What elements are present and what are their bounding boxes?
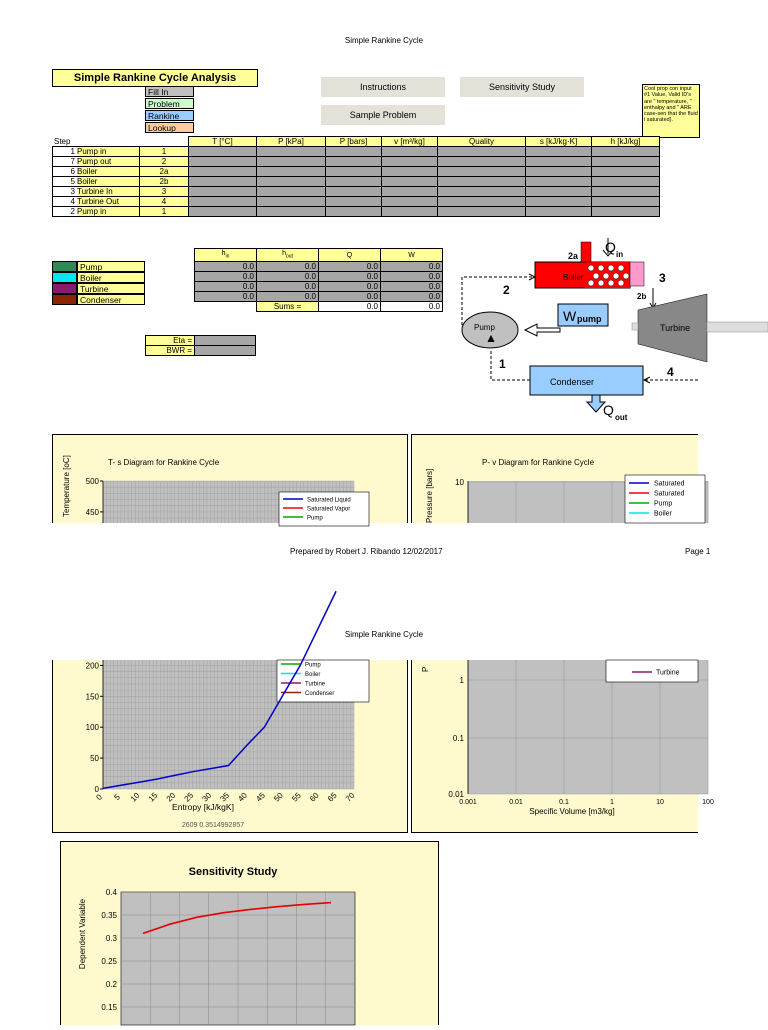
x-tick-label: 45 <box>254 790 267 804</box>
label-2a: 2a <box>568 251 579 261</box>
turbine-shaft <box>707 322 768 332</box>
state-cell <box>592 147 660 157</box>
component-condenser: Condenser <box>77 294 145 305</box>
pump-label: Pump <box>474 323 495 332</box>
y-tick-label: 10 <box>455 478 464 487</box>
ts-ylabel: Temperature [oC] <box>62 455 71 517</box>
energy-cell: 0.0 <box>381 272 443 282</box>
state-cell <box>592 157 660 167</box>
footer-page: Page 1 <box>685 547 711 556</box>
energy-table <box>194 248 443 312</box>
energy-cell: 0.0 <box>319 292 381 302</box>
energy-cell: 0.0 <box>319 282 381 292</box>
state-cell <box>526 207 592 217</box>
x-tick-label: 0 <box>94 792 104 802</box>
x-tick-label: 35 <box>218 790 232 804</box>
legend-entry: Pump <box>307 515 323 522</box>
state-id: 3 <box>140 187 189 197</box>
pv-chart-bottom <box>411 660 714 833</box>
state-cell <box>526 197 592 207</box>
x-tick-label: 40 <box>236 790 249 804</box>
state-cell <box>438 157 526 167</box>
table-row <box>195 282 443 292</box>
component-boiler: Boiler <box>77 272 145 283</box>
y-tick-label: 0.25 <box>101 957 117 966</box>
legend-entry: Pump <box>654 500 673 508</box>
sensitivity-chart <box>60 841 439 1025</box>
x-tick-label: 70 <box>343 790 357 804</box>
table-row <box>53 157 660 167</box>
state-cell <box>326 167 382 177</box>
state-name: 2 Pump in <box>53 207 140 217</box>
energy-cell: 0.0 <box>381 282 443 292</box>
legend-entry: Turbine <box>305 681 326 688</box>
energy-col-header: Q <box>319 249 381 262</box>
swatch-condenser <box>52 294 77 305</box>
state-table <box>52 136 660 217</box>
state-id: 2a <box>140 167 189 177</box>
energy-cell: 0.0 <box>257 262 319 272</box>
state-cell <box>592 187 660 197</box>
step-label: Step <box>54 137 71 146</box>
x-tick-label: 10 <box>656 799 664 806</box>
q-out-symbol: Q <box>603 402 614 418</box>
state-name: 5 Boiler <box>53 177 140 187</box>
x-tick-label: 0.01 <box>509 799 523 806</box>
energy-cell: 0.0 <box>257 292 319 302</box>
efficiency-table <box>145 335 256 356</box>
state-name: 3 Turbine In <box>53 187 140 197</box>
label-1: 1 <box>499 357 506 371</box>
x-tick-label: 0.1 <box>559 799 569 806</box>
y-tick-label: 0.01 <box>448 790 464 799</box>
swatch-pump <box>52 261 77 272</box>
y-tick-label: 500 <box>85 477 99 486</box>
state-col-header: Quality <box>438 137 526 147</box>
boiler-inlet-stub <box>581 242 591 262</box>
state-col-header: s [kJ/kg·K] <box>526 137 592 147</box>
y-tick-label: 0.1 <box>452 734 464 743</box>
y-tick-label: 0.3 <box>105 934 117 943</box>
legend-entry: Turbine <box>656 669 680 677</box>
bwr-value <box>195 346 256 356</box>
pv-chart-top <box>411 434 698 523</box>
state-cell <box>189 177 257 187</box>
ts-chart-top-svg <box>53 435 407 523</box>
state-cell <box>526 187 592 197</box>
pv-chart-bottom-svg <box>412 660 714 832</box>
state-cell <box>592 207 660 217</box>
w-pump-sub: pump <box>577 314 602 324</box>
ts-chart-top <box>52 434 408 523</box>
state-cell <box>382 167 438 177</box>
swatch-turbine <box>52 283 77 294</box>
state-cell <box>438 177 526 187</box>
ts-title: T- s Diagram for Rankine Cycle <box>108 458 220 467</box>
state-cell <box>438 147 526 157</box>
energy-col-header: W <box>381 249 443 262</box>
instructions-button[interactable]: Instructions <box>321 77 445 97</box>
y-tick-label: 150 <box>85 692 99 702</box>
state-cell <box>189 187 257 197</box>
legend-entry: Saturated Vapor <box>307 506 351 513</box>
state-id: 2b <box>140 177 189 187</box>
page-title-2: Simple Rankine Cycle <box>344 630 424 639</box>
pv-chart-top-svg <box>412 435 698 523</box>
x-tick-label: 0.001 <box>459 799 477 806</box>
state-cell <box>326 147 382 157</box>
w-pump-symbol: W <box>563 308 577 324</box>
analysis-title: Simple Rankine Cycle Analysis <box>52 69 258 87</box>
energy-cell: 0.0 <box>195 272 257 282</box>
turbine-label: Turbine <box>660 323 691 333</box>
y-tick-label: 200 <box>85 661 99 671</box>
state-cell <box>326 177 382 187</box>
condenser-pump-line <box>491 350 530 380</box>
state-cell <box>257 167 326 177</box>
legend-entry: Saturated Liquid <box>307 497 351 504</box>
table-row <box>53 177 660 187</box>
pv-ylabel: Pressure [bars] <box>425 468 434 523</box>
x-tick-label: 10 <box>128 790 142 804</box>
x-tick-label: 30 <box>200 790 214 804</box>
legend-entry: Boiler <box>654 510 672 518</box>
energy-col-header: $h_{out}$ <box>257 249 319 262</box>
table-row <box>195 272 443 282</box>
state-cell <box>257 157 326 167</box>
key-item-problem: Problem <box>145 98 194 109</box>
y-tick-label: 1 <box>459 676 464 685</box>
state-id: 1 <box>140 207 189 217</box>
sensitivity-chart-svg <box>61 842 438 1025</box>
component-pump: Pump <box>77 261 145 272</box>
sensitivity-study-button[interactable]: Sensitivity Study <box>460 77 584 97</box>
boiler-bubbles <box>588 265 629 286</box>
state-cell <box>257 207 326 217</box>
q-in-sub: in <box>616 250 624 259</box>
label-2b: 2b <box>637 292 647 301</box>
energy-cell: 0.0 <box>195 262 257 272</box>
energy-cell: 0.0 <box>195 292 257 302</box>
sum-value: 0.0 <box>319 302 381 312</box>
legend-entry: Saturated <box>654 480 685 488</box>
pump-work-arrow <box>525 324 560 336</box>
energy-cell: 0.0 <box>381 292 443 302</box>
y-tick-label: 0 <box>94 785 99 794</box>
state-cell <box>257 177 326 187</box>
state-col-header: P [kPa] <box>257 137 326 147</box>
rankine-schematic <box>455 232 768 432</box>
x-tick-label: 100 <box>702 799 714 806</box>
state-cell <box>438 197 526 207</box>
ts-below-note: 2609 0.3514992857 <box>181 822 245 829</box>
sensitivity-title: Sensitivity Study <box>188 866 278 878</box>
state-cell <box>382 187 438 197</box>
table-row <box>53 197 660 207</box>
state-cell <box>382 207 438 217</box>
x-tick-label: 50 <box>272 790 285 804</box>
legend-entry: Pump <box>305 662 321 669</box>
state-cell <box>189 197 257 207</box>
state-cell <box>382 147 438 157</box>
legend-entry: Saturated <box>654 490 685 498</box>
y-tick-label: 0.2 <box>105 980 117 989</box>
component-turbine: Turbine <box>77 283 145 294</box>
sensitivity-ylabel: Dependent Variable <box>78 898 87 970</box>
label-3: 3 <box>659 271 666 285</box>
sums-label: Sums = <box>257 302 319 312</box>
y-tick-label: 100 <box>85 723 99 733</box>
table-row <box>53 207 660 217</box>
state-cell <box>189 157 257 167</box>
state-col-header: h [kJ/kg] <box>592 137 660 147</box>
state-col-header: T [°C] <box>189 137 257 147</box>
state-cell <box>438 187 526 197</box>
footer-prepared: Prepared by Robert J. Ribando 12/02/2017 <box>290 547 443 556</box>
energy-cell: 0.0 <box>319 272 381 282</box>
eta-value <box>195 336 256 346</box>
key-item-rankine: Rankine <box>145 110 194 121</box>
superheater <box>630 262 644 286</box>
state-cell <box>189 147 257 157</box>
state-cell <box>592 197 660 207</box>
condenser-label: Condenser <box>550 377 595 387</box>
q-in-symbol: Q <box>605 239 616 255</box>
eta-label: Eta = <box>146 336 195 346</box>
state-cell <box>257 187 326 197</box>
energy-cell: 0.0 <box>195 282 257 292</box>
state-cell <box>526 147 592 157</box>
pv-xlabel: Specific Volume [m3/kg] <box>529 807 615 816</box>
pv-title: P- v Diagram for Rankine Cycle <box>482 458 595 467</box>
table-row <box>53 187 660 197</box>
state-cell <box>526 167 592 177</box>
legend-entry: Condenser <box>305 691 335 697</box>
x-tick-label: 60 <box>308 790 321 804</box>
state-cell <box>326 207 382 217</box>
state-cell <box>438 167 526 177</box>
swatch-boiler <box>52 272 77 283</box>
y-tick-label: 450 <box>85 507 99 517</box>
table-row <box>195 292 443 302</box>
sum-value: 0.0 <box>381 302 443 312</box>
key-item-lookup: Lookup <box>145 122 194 133</box>
x-tick-label: 65 <box>325 790 339 804</box>
key-item-fill-in: Fill In <box>145 86 194 97</box>
q-out-sub: out <box>615 413 628 422</box>
state-cell <box>189 207 257 217</box>
state-col-header: P [bars] <box>326 137 382 147</box>
state-cell <box>382 197 438 207</box>
label-4: 4 <box>667 365 674 379</box>
state-cell <box>526 157 592 167</box>
pv-ylabel-cont: P <box>421 666 430 672</box>
ts-xlabel: Entropy [kJ/kgK] <box>172 802 234 812</box>
energy-cell: 0.0 <box>381 262 443 272</box>
state-cell <box>438 207 526 217</box>
y-tick-label: 50 <box>90 754 99 764</box>
x-tick-label: 25 <box>182 790 196 804</box>
table-row <box>195 262 443 272</box>
y-tick-label: 0.4 <box>105 888 117 897</box>
boiler-label: Boiler <box>563 273 584 282</box>
ts-chart-bottom <box>52 660 408 833</box>
state-cell <box>257 197 326 207</box>
state-name: 6 Boiler <box>53 167 140 177</box>
page-title-1: Simple Rankine Cycle <box>344 36 424 45</box>
state-cell <box>257 147 326 157</box>
state-cell <box>326 157 382 167</box>
state-name: 7 Pump out <box>53 157 140 167</box>
energy-col-header: $h_{in}$ <box>195 249 257 262</box>
state-name: 1 Pump in <box>53 147 140 157</box>
state-id: 1 <box>140 147 189 157</box>
table-row <box>53 147 660 157</box>
x-tick-label: 5 <box>112 792 122 802</box>
bwr-label: BWR = <box>146 346 195 356</box>
x-tick-label: 55 <box>290 790 303 804</box>
state-cell <box>326 187 382 197</box>
sample-problem-button[interactable]: Sample Problem <box>321 105 445 125</box>
ts-chart-bottom-svg <box>53 660 407 832</box>
energy-cell: 0.0 <box>319 262 381 272</box>
coolprop-note: Cool prop con input #1 Value, Valid ID's are " temperature, " enthalpy and " ARE case-sen that the fluid i saturated). <box>642 84 700 138</box>
state-cell <box>189 167 257 177</box>
x-tick-label: 1 <box>610 799 614 806</box>
state-col-header: v [m³/kg] <box>382 137 438 147</box>
state-table-header <box>53 137 660 147</box>
state-name: 4 Turbine Out <box>53 197 140 207</box>
table-row <box>53 167 660 177</box>
y-tick-label: 0.35 <box>101 911 117 920</box>
state-cell <box>592 177 660 187</box>
state-cell <box>526 177 592 187</box>
state-id: 2 <box>140 157 189 167</box>
x-tick-label: 20 <box>164 790 178 804</box>
energy-cell: 0.0 <box>257 282 319 292</box>
y-tick-label: 0.15 <box>101 1003 117 1012</box>
energy-cell: 0.0 <box>257 272 319 282</box>
state-cell <box>382 157 438 167</box>
state-cell <box>382 177 438 187</box>
state-cell <box>326 197 382 207</box>
label-2: 2 <box>503 283 510 297</box>
state-id: 4 <box>140 197 189 207</box>
x-tick-label: 15 <box>146 790 160 804</box>
state-cell <box>592 167 660 177</box>
legend-entry: Boiler <box>305 672 321 678</box>
